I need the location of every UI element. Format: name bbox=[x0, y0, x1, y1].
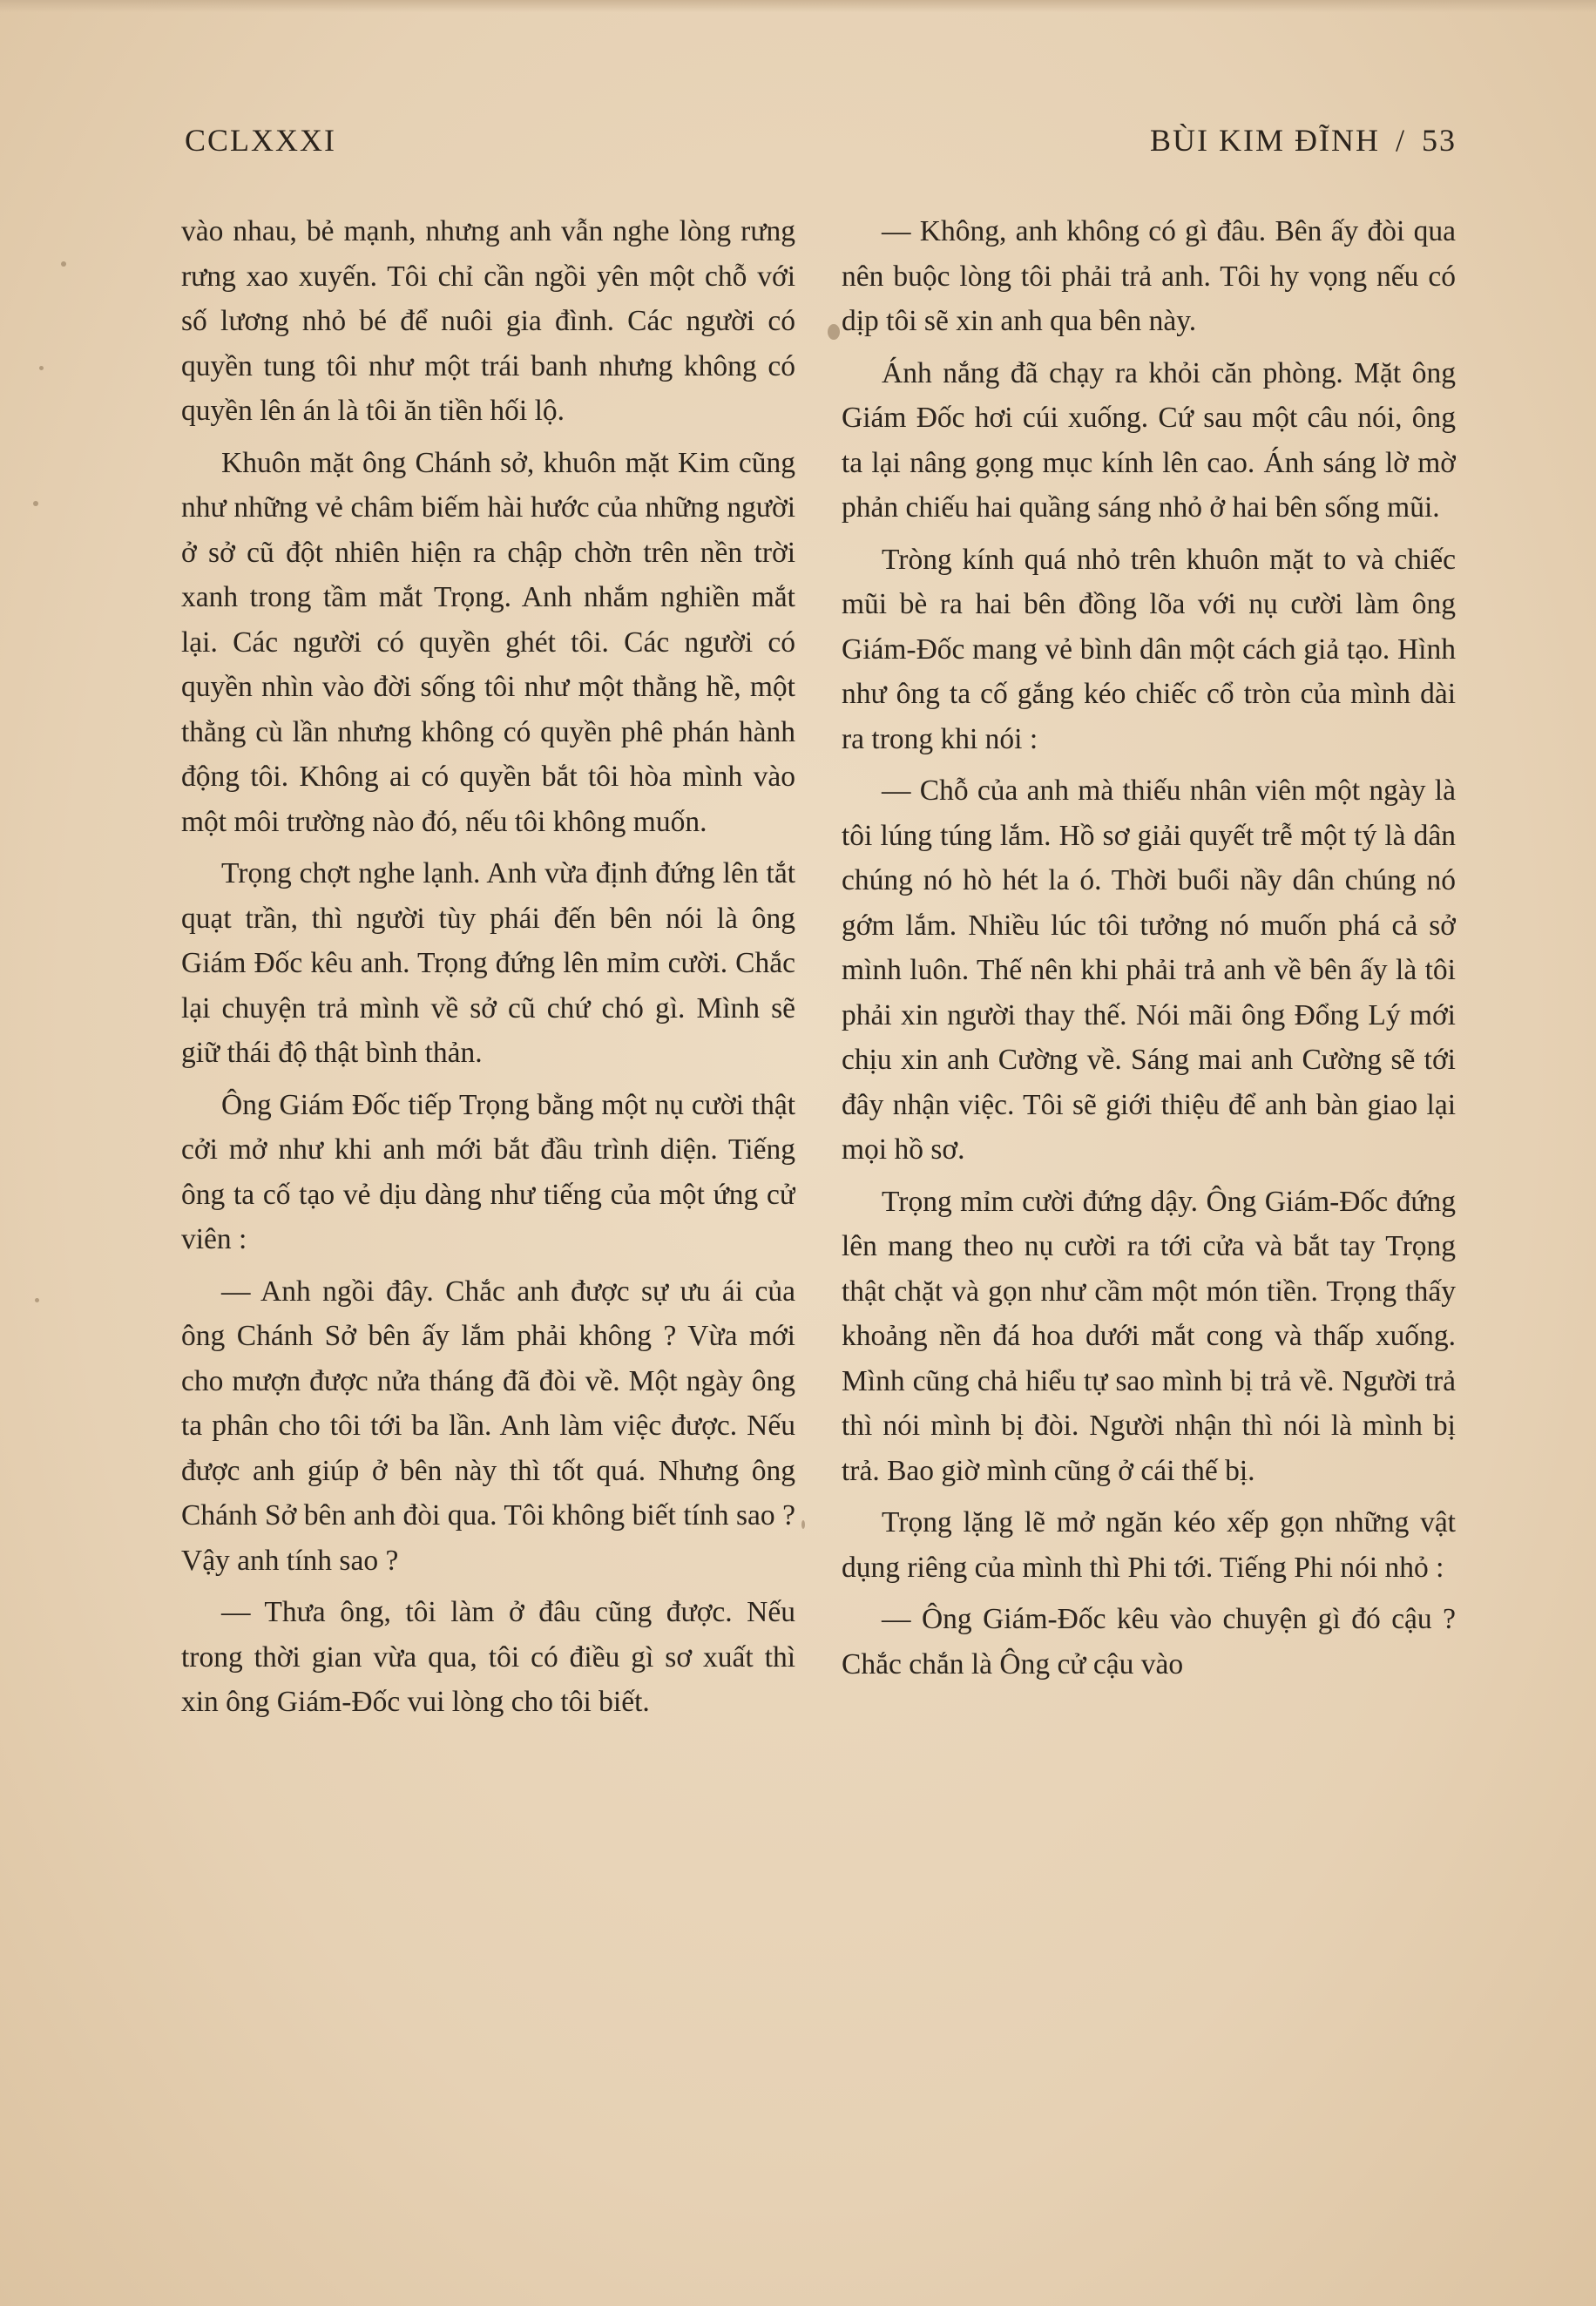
paragraph: Ông Giám Đốc tiếp Trọng bằng một nụ cười thật cởi mở như khi anh mới bắt đầu trình diện. Tiếng ông ta cố tạo vẻ dịu dàng như tiếng của một ứng cử viên : bbox=[181, 1088, 795, 1255]
page-number: 53 bbox=[1422, 123, 1457, 158]
paragraph: Trọng chợt nghe lạnh. Anh vừa định đứng lên tắt quạt trần, thì người tùy phái đến bên nói là ông Giám Đốc kêu anh. Trọng đứng lên mỉm cười. Chắc lại chuyện trả mình về sở cũ chứ chó gì. Mình sẽ giữ thái độ thật bình thản. bbox=[181, 857, 795, 1069]
paragraph: Trọng lặng lẽ mở ngăn kéo xếp gọn những vật dụng riêng của mình thì Phi tới. Tiếng Phi nói nhỏ : bbox=[842, 1506, 1456, 1584]
paragraph: vào nhau, bẻ mạnh, nhưng anh vẫn nghe lòng rưng rưng xao xuyến. Tôi chỉ cần ngồi yên một chỗ với số lương nhỏ bé để nuôi gia đình. Các người có quyền tung tôi như một trái banh nhưng không có quyền lên án là tôi ăn tiền hối lộ. bbox=[181, 215, 795, 427]
paragraph: Khuôn mặt ông Chánh sở, khuôn mặt Kim cũng như những vẻ châm biếm hài hước của những người ở sở cũ đột nhiên hiện ra chập chờn trên nền trời xanh trong tầm mắt Trọng. Anh nhắm nghiền mắt lại. Các người có quyền ghét tôi. Các người có quyền nhìn vào đời sống tôi như một thằng hề, một thằng cù lần nhưng không có quyền phê phán hành động tôi. Không ai có quyền bắt tôi hòa mình vào một môi trường nào đó, nếu tôi không muốn. bbox=[181, 446, 795, 838]
paragraph: — Không, anh không có gì đâu. Bên ấy đòi qua nên buộc lòng tôi phải trả anh. Tôi hy vọng nếu có dịp tôi sẽ xin anh qua bên này. bbox=[842, 215, 1456, 337]
paragraph: Ánh nắng đã chạy ra khỏi căn phòng. Mặt ông Giám Đốc hơi cúi xuống. Cứ sau một câu nói, ông ta lại nâng gọng mục kính lên cao. Ánh sáng lờ mờ phản chiếu hai quầng sáng nhỏ ở hai bên sống mũi. bbox=[842, 356, 1456, 524]
left-column bbox=[181, 209, 795, 2152]
right-column bbox=[842, 209, 1456, 2152]
paragraph: — Anh ngồi đây. Chắc anh được sự ưu ái của ông Chánh Sở bên ấy lắm phải không ? Vừa mới cho mượn được nửa tháng đã đòi về. Một ngày ông ta phân cho tôi tới ba lần. Anh làm việc được. Nếu được anh giúp ở bên này thì tốt quá. Nhưng ông Chánh Sở bên anh đòi qua. Tôi không biết tính sao ? Vậy anh tính sao ? bbox=[181, 1275, 795, 1577]
page-top-edge bbox=[0, 0, 1596, 12]
paragraph: — Thưa ông, tôi làm ở đâu cũng được. Nếu trong thời gian vừa qua, tôi có điều gì sơ xuất thì xin ông Giám-Đốc vui lòng cho tôi biết. bbox=[181, 1596, 795, 1718]
paragraph: — Ông Giám-Đốc kêu vào chuyện gì đó cậu ? Chắc chắn là Ông cử cậu vào bbox=[842, 1603, 1456, 1680]
paragraph: Trọng mỉm cười đứng dậy. Ông Giám-Đốc đứng lên mang theo nụ cười ra tới cửa và bắt tay Trọng thật chặt và gọn như cầm một món tiền. Trọng thấy khoảng nền đá hoa dưới mắt cong và thấp xuống. Mình cũng chả hiểu tự sao mình bị trả về. Người trả thì nói mình bị đòi. Người nhận thì nói là mình bị trả. Bao giờ mình cũng ở cái thế bị. bbox=[842, 1185, 1456, 1487]
running-header bbox=[185, 122, 1457, 166]
author-name: BÙI KIM ĐĨNH bbox=[1150, 123, 1380, 158]
author-and-page bbox=[1150, 122, 1457, 159]
header-separator: / bbox=[1395, 123, 1406, 158]
paragraph: Tròng kính quá nhỏ trên khuôn mặt to và chiếc mũi bè ra hai bên đồng lõa với nụ cười làm ông Giám-Đốc mang vẻ bình dân một cách giả tạo. Hình như ông ta cố gắng kéo chiếc cổ tròn của mình dài ra trong khi nói : bbox=[842, 543, 1456, 755]
section-number: CCLXXXI bbox=[185, 123, 336, 158]
paragraph: — Chỗ của anh mà thiếu nhân viên một ngày là tôi lúng túng lắm. Hồ sơ giải quyết trễ một tý là dân chúng nó hò hét la ó. Thời buổi nầy dân chúng nó gớm lắm. Nhiều lúc tôi tưởng nó muốn phá cả sở mình luôn. Thế nên khi phải trả anh về bên ấy là tôi phải xin người thay thế. Nói mãi ông Đổng Lý mới chịu xin anh Cường về. Sáng mai anh Cường sẽ tới đây nhận việc. Tôi sẽ giới thiệu để anh bàn giao lại mọi hồ sơ. bbox=[842, 774, 1456, 1166]
